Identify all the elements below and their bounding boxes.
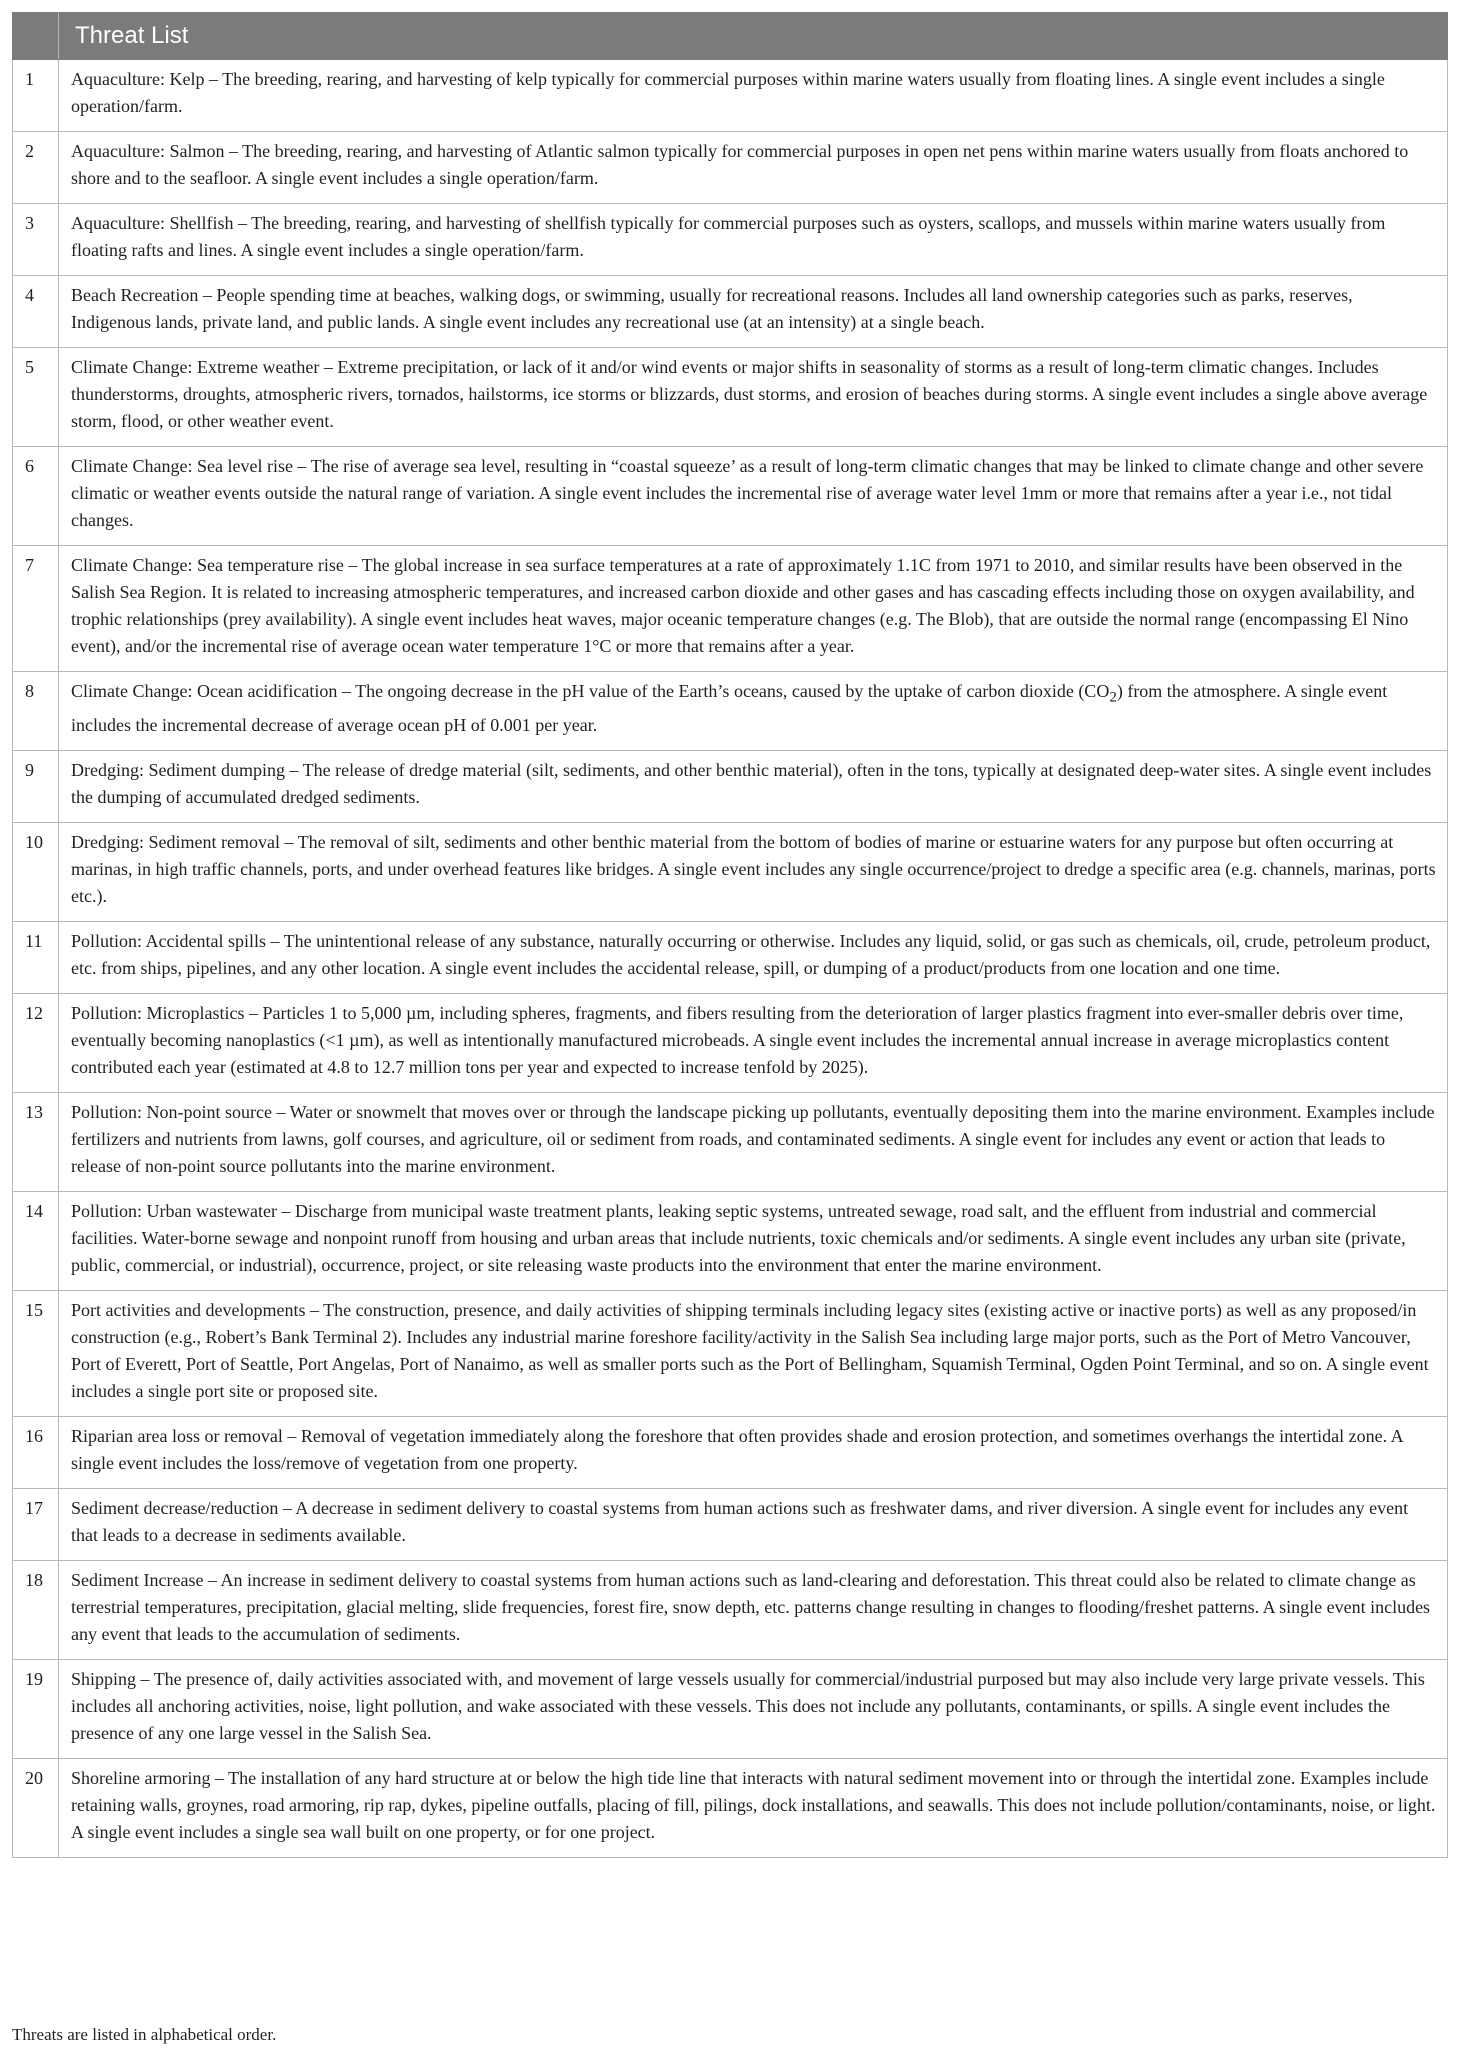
row-number: 18 [13, 1560, 59, 1659]
table-row [13, 348, 1448, 447]
threat-text: Beach Recreation – People spending time at beaches, walking dogs, or swimming, usually for recreational reasons. Includes all land ownership categories such as parks, reserves, Indigenous lands, private land, and public lands. A single event includes any recreational use (at an intensity) at a single beach. [71, 285, 1353, 332]
row-number: 12 [13, 993, 59, 1092]
threat-text: Sediment Increase – An increase in sediment delivery to coastal systems from human actions such as land-clearing and deforestation. This threat could also be related to climate change as terrestrial temperatures, precipitation, glacial melting, slide frequencies, forest fire, snow depth, etc. patterns change resulting in changes to flooding/freshet patterns. A single event includes any event that leads to the accumulation of sediments. [71, 1569, 1431, 1644]
row-number: 1 [13, 60, 59, 132]
subscript: 2 [1109, 689, 1117, 706]
table-row [13, 1092, 1448, 1191]
row-number: 15 [13, 1290, 59, 1416]
table-row [13, 1560, 1448, 1659]
table-header-row [13, 13, 1448, 60]
row-number: 13 [13, 1092, 59, 1191]
row-number: 10 [13, 822, 59, 921]
threat-text: Pollution: Microplastics – Particles 1 to 5,000 µm, including spheres, fragments, and fibers resulting from the deterioration of larger plastics fragment into ever-smaller debris over time, eventually becoming nanoplastics (<1 µm), as well as intentionally manufactured microbeads. A single event includes the incremental annual increase in average microplastics content contributed each year (estimated at 4.8 to 12.7 million tons per year and expected to increase tenfold by 2025). [71, 1002, 1404, 1077]
row-number: 7 [13, 546, 59, 672]
table-row [13, 1758, 1448, 1857]
threat-text-continued: ) from the atmosphere. A single event includes the incremental decrease of average ocean pH of 0.001 per year. [71, 681, 1388, 735]
row-number: 5 [13, 348, 59, 447]
row-number: 14 [13, 1191, 59, 1290]
threat-description [59, 60, 1448, 132]
table-row [13, 132, 1448, 204]
threat-text: Shoreline armoring – The installation of any hard structure at or below the high tide line that interacts with natural sediment movement into or through the intertidal zone. Examples include retaining walls, groynes, road armoring, rip rap, dykes, pipeline outfalls, placing of fill, pilings, dock installations, and seawalls. This does not include pollution/contaminants, noise, or light. A single event includes a single sea wall built on one property, or for one project. [71, 1767, 1436, 1842]
threat-text: Climate Change: Extreme weather – Extreme precipitation, or lack of it and/or wind events or major shifts in seasonality of storms as a result of long-term climatic changes. Includes thunderstorms, droughts, atmospheric rivers, tornados, hailstorms, ice storms or blizzards, dust storms, and erosion of beaches during storms. A single event includes a single above average storm, flood, or other weather event. [71, 357, 1428, 431]
row-number: 3 [13, 204, 59, 276]
table-row [13, 447, 1448, 546]
table-row [13, 204, 1448, 276]
table-row [13, 1290, 1448, 1416]
threat-description [59, 1416, 1448, 1488]
table-row [13, 1659, 1448, 1758]
threat-description [59, 1290, 1448, 1416]
row-number: 16 [13, 1416, 59, 1488]
threat-text: Aquaculture: Salmon – The breeding, rearing, and harvesting of Atlantic salmon typically for commercial purposes in open net pens within marine waters usually from floats anchored to shore and to the seafloor. A single event includes a single operation/farm. [71, 141, 1409, 188]
threat-text: Pollution: Urban wastewater – Discharge from municipal waste treatment plants, leaking septic systems, untreated sewage, road salt, and the effluent from industrial and commercial facilities. Water-borne sewage and nonpoint runoff from housing and urban areas that include nutrients, toxic chemicals and/or sediments. A single event includes any urban site (private, public, commercial, or industrial), occurrence, project, or site releasing waste products into the environment that enter the marine environment. [71, 1200, 1406, 1275]
threat-description [59, 1488, 1448, 1560]
threat-table-container [12, 12, 1448, 1858]
table-row [13, 750, 1448, 822]
threat-text: Pollution: Non-point source – Water or snowmelt that moves over or through the landscape picking up pollutants, eventually depositing them into the marine environment. Examples include fertilizers and nutrients from lawns, golf courses, and agriculture, oil or sediment from roads, and contaminated sediments. A single event for includes any event or action that leads to release of non-point source pollutants into the marine environment. [71, 1101, 1435, 1176]
row-number: 17 [13, 1488, 59, 1560]
row-number: 19 [13, 1659, 59, 1758]
threat-text: Aquaculture: Shellfish – The breeding, rearing, and harvesting of shellfish typically for commercial purposes such as oysters, scallops, and mussels within marine waters usually from floating rafts and lines. A single event includes a single operation/farm. [71, 213, 1386, 260]
threat-description [59, 1560, 1448, 1659]
threat-text: Dredging: Sediment dumping – The release of dredge material (silt, sediments, and other benthic material), often in the tons, typically at designated deep-water sites. A single event includes the dumping of accumulated dredged sediments. [71, 759, 1432, 807]
table-row [13, 60, 1448, 132]
threat-description [59, 921, 1448, 993]
threat-description [59, 204, 1448, 276]
threat-description [59, 276, 1448, 348]
table-row [13, 546, 1448, 672]
threat-table [12, 12, 1448, 1858]
threat-description [59, 1659, 1448, 1758]
threat-description [59, 1758, 1448, 1857]
table-footnote: Threats are listed in alphabetical order. [12, 2025, 277, 2044]
table-row [13, 1416, 1448, 1488]
table-row [13, 921, 1448, 993]
row-number: 9 [13, 750, 59, 822]
table-row [13, 1488, 1448, 1560]
threat-text: Aquaculture: Kelp – The breeding, rearing, and harvesting of kelp typically for commercial purposes within marine waters usually from floating lines. A single event includes a single operation/farm. [71, 69, 1385, 116]
threat-text: Shipping – The presence of, daily activities associated with, and movement of large vessels usually for commercial/industrial purposed but may also include very large private vessels. This includes all anchoring activities, noise, light pollution, and wake associated with these vessels. This does not include any pollutants, contaminants, or spills. A single event includes the presence of any one large vessel in the Salish Sea. [71, 1668, 1425, 1743]
header-number-cell [13, 13, 59, 60]
threat-description [59, 1191, 1448, 1290]
table-header: Threat List [59, 13, 1448, 60]
threat-text: Dredging: Sediment removal – The removal of silt, sediments and other benthic material from the bottom of bodies of marine or estuarine waters for any purpose but often occurring at marinas, in high traffic channels, ports, and under overhead features like bridges. A single event includes any single occurrence/project to dredge a specific area (e.g. channels, marinas, ports etc.). [71, 831, 1436, 906]
threat-text: Climate Change: Sea level rise – The rise of average sea level, resulting in “coastal squeeze’ as a result of long-term climatic changes that may be linked to climate change and other severe climatic or weather events outside the natural range of variation. A single event includes the incremental rise of average water level 1mm or more that remains after a year i.e., not tidal changes. [71, 456, 1424, 530]
threat-text: Riparian area loss or removal – Removal of vegetation immediately along the foreshore that often provides shade and erosion protection, and sometimes overhangs the intertidal zone. A single event includes the loss/remove of vegetation from one property. [71, 1425, 1403, 1473]
table-row [13, 993, 1448, 1092]
threat-text: Climate Change: Sea temperature rise – The global increase in sea surface temperatures at a rate of approximately 1.1C from 1971 to 2010, and similar results have been observed in the Salish Sea Region. It is related to increasing atmospheric temperatures, and increased carbon dioxide and other gases and has cascading effects including those on oxygen availability, and trophic relationships (prey availability). A single event includes heat waves, major oceanic temperature changes (e.g. The Blob), that are outside the normal range (encompassing El Nino event), and/or the incremental rise of average ocean water temperature 1°C or more that remains after a year. [71, 555, 1415, 656]
threat-text: Port activities and developments – The construction, presence, and daily activities of shipping terminals including legacy sites (existing active or inactive ports) as well as any proposed/in construction (e.g., Robert’s Bank Terminal 2). Includes any industrial marine foreshore facility/activity in the Salish Sea including large major ports, such as the Port of Metro Vancouver, Port of Everett, Port of Seattle, Port Angelas, Port of Nanaimo, as well as smaller ports such as the Port of Bellingham, Squamish Terminal, Ogden Point Terminal, and so on. A single event includes a single port site or proposed site. [71, 1299, 1429, 1401]
threat-description [59, 993, 1448, 1092]
threat-text: Climate Change: Ocean acidification – The ongoing decrease in the pH value of the Earth’s oceans, caused by the uptake of carbon dioxide (CO [71, 681, 1110, 701]
table-row [13, 1191, 1448, 1290]
table-row [13, 276, 1448, 348]
table-row [13, 822, 1448, 921]
threat-description [59, 132, 1448, 204]
threat-description [59, 447, 1448, 546]
row-number: 20 [13, 1758, 59, 1857]
threat-description [59, 672, 1448, 751]
threat-description [59, 750, 1448, 822]
row-number: 2 [13, 132, 59, 204]
row-number: 4 [13, 276, 59, 348]
row-number: 6 [13, 447, 59, 546]
table-row [13, 672, 1448, 751]
threat-description [59, 1092, 1448, 1191]
row-number: 11 [13, 921, 59, 993]
threat-description [59, 348, 1448, 447]
threat-description [59, 822, 1448, 921]
row-number: 8 [13, 672, 59, 751]
threat-text: Pollution: Accidental spills – The unintentional release of any substance, naturally occurring or otherwise. Includes any liquid, solid, or gas such as chemicals, oil, crude, petroleum product, etc. from ships, pipelines, and any other location. A single event includes the accidental release, spill, or dumping of a product/products from one location and one time. [71, 930, 1431, 978]
threat-description [59, 546, 1448, 672]
threat-text: Sediment decrease/reduction – A decrease in sediment delivery to coastal systems from human actions such as freshwater dams, and river diversion. A single event for includes any event that leads to a decrease in sediments available. [71, 1497, 1409, 1545]
